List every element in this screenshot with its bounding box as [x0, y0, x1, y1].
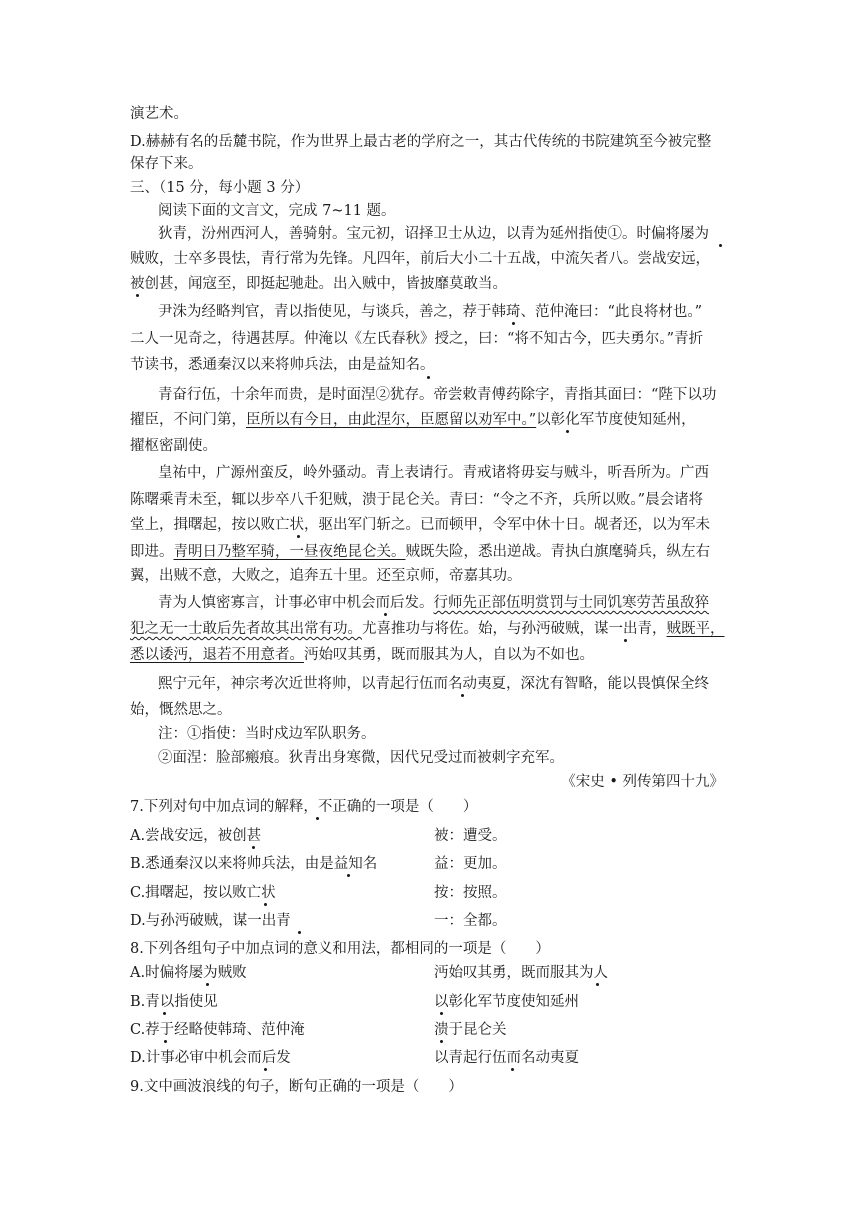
q7-option-d-gloss: 一：全都。	[434, 913, 507, 929]
emphasis-dot	[264, 903, 267, 906]
q7-stem: 7.下列对句中加点词的解释，不正确的一项是（ ）	[130, 799, 478, 815]
passage-p2-line2: 二人一见奇之，待遇甚厚。仲淹以《左氏春秋》授之，曰：“将不知古今，匹夫勇尔。”青折	[130, 331, 704, 347]
emphasis-dot	[461, 694, 464, 697]
q8-option-c-right: 溃于昆仑关	[434, 1022, 507, 1038]
emphasis-dot	[596, 983, 599, 986]
note-2: ②面涅：脸部瘢痕。狄青出身寒微，因代兄受过而被刺字充军。	[158, 750, 564, 766]
emphasis-dot	[719, 244, 722, 247]
emphasis-dot	[252, 846, 255, 849]
source-citation: 《宋史 • 列传第四十九》	[561, 774, 724, 790]
underlined-sentence-2: 青明日乃整军骑，一昼夜绝昆仑关。	[173, 544, 406, 560]
emphasis-dot	[566, 430, 569, 433]
wavy-sentence-part1: 行师先正部伍明赏罚与士同饥寒劳苦虽敌猝	[433, 595, 709, 611]
emphasis-dot	[264, 1068, 267, 1071]
passage-p5-line1: 青为人慎密寡言，计事必审中机会而后发。行师先正部伍明赏罚与士同饥寒劳苦虽敌猝	[158, 595, 709, 611]
passage-p1-line3: 被创甚，闻寇至，即挺起驰赴。出入贼中，皆披靡莫敢当。	[130, 276, 507, 292]
passage-p6-line1: 熙宁元年，神宗考次近世将帅，以青起行伍而名动夷夏，深沈有智略，能以畏慎保全终	[158, 676, 709, 692]
emphasis-dot	[384, 613, 387, 616]
emphasis-dot	[164, 1040, 167, 1043]
q8-option-a-left: A.时偏将屡为贼败	[130, 965, 247, 981]
underlined-sentence-3b: 悉以诿沔，退若不用意者。	[130, 647, 304, 663]
passage-p4-line4: 即进。青明日乃整军骑，一昼夜绝昆仑关。贼既失险，悉出逆战。青执白旗麾骑兵，纵左右	[130, 544, 710, 560]
q8-option-b-right: 以彰化军节度使知延州	[434, 994, 579, 1010]
passage-p4-line5: 翼，出贼不意，大败之，追奔五十里。还至京师，帝嘉其功。	[130, 568, 522, 584]
note-1: 注：①指使：当时戍边军队职务。	[158, 726, 376, 742]
emphasis-dot	[316, 817, 319, 820]
q7-option-c: C.揖曙起，按以败亡状	[130, 885, 276, 901]
q8-stem: 8.下列各组句子中加点词的意义和用法，都相同的一项是（ ）	[130, 941, 550, 957]
underlined-sentence-3a: 贼既平，	[666, 621, 725, 637]
q7-option-d: D.与孙沔破贼，谋一出青	[130, 913, 291, 929]
q8-option-a-right: 沔始叹其勇，既而服其为人	[434, 965, 608, 981]
q7-option-b-gloss: 益：更加。	[434, 856, 507, 872]
emphasis-dot	[511, 1068, 514, 1071]
option-c-continuation: 演艺术。	[130, 106, 188, 122]
emphasis-dot	[206, 983, 209, 986]
passage-p2-line3: 节读书，悉通秦汉以来将帅兵法，由是益知名。	[130, 357, 435, 373]
underlined-sentence-1: 臣所以有今日，由此涅尔，臣愿留以劝军中。”	[246, 412, 537, 428]
emphasis-dot	[440, 1012, 443, 1015]
passage-p4-line2: 陈曙乘青未至，辄以步卒八千犯贼，溃于昆仑关。青曰：“令之不齐，兵所以败。”晨会诸将	[130, 492, 704, 508]
emphasis-dot	[440, 1040, 443, 1043]
section-heading: 三、（15 分，每小题 3 分）	[130, 180, 310, 196]
passage-p4-line3: 堂上，揖曙起，按以败亡状，驱出军门斩之。已而顿甲，令军中休十日。觇者还，以为军未	[130, 517, 710, 533]
emphasis-dot	[163, 1012, 166, 1015]
q8-option-d-left: D.计事必审中机会而后发	[130, 1050, 291, 1066]
emphasis-dot	[298, 931, 301, 934]
q8-option-d-right: 以青起行伍而名动夷夏	[434, 1050, 579, 1066]
passage-p3-line3: 擢枢密副使。	[130, 438, 217, 454]
passage-p6-line2: 始，慨然思之。	[130, 702, 232, 718]
option-d-line2: 保存下来。	[130, 156, 203, 172]
passage-p5-line3: 悉以诿沔，退若不用意者。沔始叹其勇，既而服其为人，自以为不如也。	[130, 647, 594, 663]
emphasis-dot	[347, 874, 350, 877]
emphasis-dot	[624, 639, 627, 642]
emphasis-dot	[512, 322, 515, 325]
reading-instruction: 阅读下面的文言文，完成 7~11 题。	[158, 203, 396, 219]
passage-p2-line1: 尹洙为经略判官，青以指使见，与谈兵，善之，荐于韩琦、范仲淹曰：“此良将材也。”	[158, 304, 703, 320]
q9-stem: 9.文中画波浪线的句子，断句正确的一项是（ ）	[130, 1079, 463, 1095]
q8-option-b-left: B.青以指使见	[130, 994, 218, 1010]
option-d-line1: D.赫赫有名的岳麓书院，作为世界上最古老的学府之一，其古代传统的书院建筑至今被完整	[130, 134, 712, 150]
wavy-sentence-part2: 犯之无一士敢后先者故其出常有功。	[130, 621, 362, 637]
passage-p3-line2: 擢臣，不问门第，臣所以有今日，由此涅尔，臣愿留以劝军中。”以彰化军节度使知延州，	[130, 412, 696, 428]
emphasis-dot	[427, 376, 430, 379]
passage-p4-line1: 皇祐中，广源州蛮反，岭外骚动。青上表请行。青戒诸将毋妄与贼斗，听吾所为。广西	[158, 465, 709, 481]
emphasis-dot	[136, 294, 139, 297]
q8-option-c-left: C.荐于经略使韩琦、范仲淹	[130, 1022, 305, 1038]
passage-p3-line1: 青奋行伍，十余年而贵，是时面涅②犹存。帝尝敕青傅药除字，青指其面曰：“陛下以功	[158, 387, 717, 403]
q7-option-a-gloss: 被：遭受。	[434, 828, 507, 844]
emphasis-dot	[297, 535, 300, 538]
q7-option-c-gloss: 按：按照。	[434, 885, 507, 901]
passage-p5-line2: 犯之无一士敢后先者故其出常有功。尤喜推功与将佐。始，与孙沔破贼，谋一出青，贼既平，	[130, 621, 725, 637]
q7-option-b: B.悉通秦汉以来将帅兵法，由是益知名	[130, 856, 378, 872]
passage-p1-line2: 贼败，士卒多畏怯，青行常为先锋。凡四年，前后大小二十五战，中流矢者八。尝战安远，	[130, 251, 710, 267]
passage-p1-line1: 狄青，汾州西河人，善骑射。宝元初，诏择卫士从边，以青为延州指使①。时偏将屡为	[158, 226, 709, 242]
q7-option-a: A.尝战安远，被创甚	[130, 828, 262, 844]
